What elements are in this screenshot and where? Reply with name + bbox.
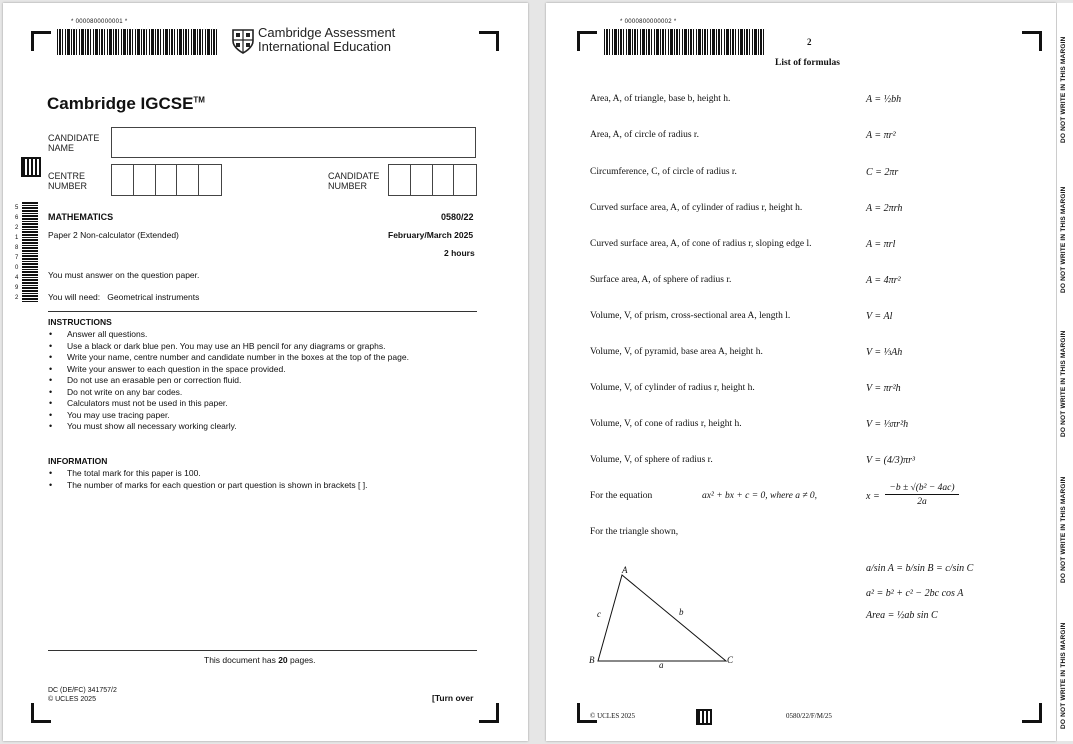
- formula-expression: V = ⅓πr²h: [866, 419, 909, 430]
- vertex-b: B: [589, 655, 595, 665]
- crop-mark: [31, 703, 51, 723]
- side-barcode: [22, 202, 38, 302]
- cosine-rule: a² = b² + c² − 2bc cos A: [866, 588, 964, 599]
- formula-description: Volume, V, of prism, cross-sectional area A, length l.: [590, 311, 791, 321]
- you-will-need: You will need: Geometrical instruments: [48, 292, 200, 302]
- vertex-a: A: [622, 565, 628, 575]
- centre-number-label: CENTRE NUMBER: [48, 171, 88, 191]
- triangle-label: For the triangle shown,: [590, 527, 679, 537]
- candidate-name-label: CANDIDATE NAME: [48, 133, 100, 153]
- list-item: • You may use tracing paper.: [48, 410, 409, 422]
- footer-code: 0580/22/F/M/25: [786, 712, 832, 720]
- formula-description: Area, A, of triangle, base b, height h.: [590, 94, 731, 104]
- quadratic-equation: ax² + bx + c = 0, where a ≠ 0,: [702, 491, 818, 501]
- turn-over: [Turn over: [432, 693, 474, 703]
- list-item: • Answer all questions.: [48, 329, 409, 341]
- formula-description: Curved surface area, A, of cylinder of radius r, height h.: [590, 203, 803, 213]
- formula-page: [546, 3, 1056, 741]
- margin-note: DO NOT WRITE IN THIS MARGIN: [1060, 36, 1067, 143]
- formula-expression: V = Al: [866, 311, 893, 322]
- formula-description: Volume, V, of cone of radius r, height h.: [590, 419, 742, 429]
- formula-description: Volume, V, of sphere of radius r.: [590, 455, 713, 465]
- divider: [48, 650, 477, 651]
- barcode-number: * 0000800000002 *: [620, 19, 677, 25]
- formula-expression: C = 2πr: [866, 167, 899, 178]
- qr-code: [696, 709, 712, 725]
- candidate-name-field[interactable]: [111, 127, 476, 158]
- formula-description: Circumference, C, of circle of radius r.: [590, 167, 737, 177]
- crop-mark: [577, 31, 597, 51]
- sine-rule: a/sin A = b/sin B = c/sin C: [866, 563, 974, 574]
- formula-expression: V = πr²h: [866, 383, 901, 394]
- crop-mark: [1022, 31, 1042, 51]
- formula-description: Volume, V, of cylinder of radius r, height h.: [590, 383, 755, 393]
- barcode: [57, 29, 217, 55]
- copyright: © UCLES 2025: [590, 712, 635, 720]
- triangle-diagram: [586, 565, 736, 673]
- list-item: • Calculators must not be used in this paper.: [48, 398, 409, 410]
- side-barcode-digits: 5621870492: [15, 205, 19, 301]
- subject: MATHEMATICS: [48, 212, 114, 222]
- footer-left: DC (DE/FC) 341757/2 © UCLES 2025: [48, 687, 117, 703]
- side-a: a: [659, 660, 664, 670]
- list-item: • The number of marks for each question or part question is shown in brackets [ ].: [48, 480, 367, 492]
- instructions-list: [48, 329, 409, 433]
- barcode: [604, 29, 764, 55]
- qr-code: [21, 157, 41, 177]
- candidate-number-field[interactable]: [388, 164, 477, 196]
- side-c: c: [597, 609, 601, 619]
- must-answer-note: You must answer on the question paper.: [48, 270, 200, 280]
- formula-description: Area, A, of circle of radius r.: [590, 130, 699, 140]
- cambridge-crest-icon: [231, 28, 255, 54]
- formula-expression: A = πr²: [866, 130, 896, 141]
- margin-note: DO NOT WRITE IN THIS MARGIN: [1060, 476, 1067, 583]
- list-item: • Do not use an erasable pen or correction fluid.: [48, 375, 409, 387]
- trademark: TM: [193, 95, 205, 105]
- crop-mark: [31, 31, 51, 51]
- syllabus-code: 0580/22: [441, 212, 474, 222]
- instructions-heading: INSTRUCTIONS: [48, 317, 112, 327]
- list-item: • Use a black or dark blue pen. You may use an HB pencil for any diagrams or graphs.: [48, 341, 409, 353]
- quadratic-numerator: −b ± √(b² − 4ac): [885, 483, 959, 495]
- session: February/March 2025: [388, 230, 474, 240]
- page-heading: List of formulas: [775, 58, 840, 68]
- side-b: b: [679, 607, 684, 617]
- page-count-note: This document has 20 pages.: [204, 655, 316, 665]
- list-item: • You must show all necessary working clearly.: [48, 421, 409, 433]
- quadratic-denominator: 2a: [917, 497, 927, 507]
- area-rule: Area = ½ab sin C: [866, 610, 938, 621]
- formula-expression: V = ⅓Ah: [866, 347, 903, 358]
- margin-note: DO NOT WRITE IN THIS MARGIN: [1060, 622, 1067, 729]
- quadratic-lhs: x =: [866, 491, 880, 502]
- crop-mark: [479, 31, 499, 51]
- formula-expression: A = 4πr²: [866, 275, 901, 286]
- logo-line-2: International Education: [258, 39, 391, 54]
- crop-mark: [1022, 703, 1042, 723]
- centre-number-field[interactable]: [111, 164, 222, 196]
- qualification-title: Cambridge IGCSE™: [47, 94, 205, 113]
- information-list: [48, 468, 367, 491]
- formula-expression: A = ½bh: [866, 94, 902, 105]
- candidate-number-label: CANDIDATE NUMBER: [328, 171, 380, 191]
- divider: [48, 311, 477, 312]
- formula-expression: V = (4/3)πr³: [866, 455, 916, 466]
- barcode-number: * 0000800000001 *: [71, 19, 128, 25]
- crop-mark: [479, 703, 499, 723]
- formula-expression: A = 2πrh: [866, 203, 903, 214]
- page-number: 2: [807, 37, 812, 47]
- formula-description: Surface area, A, of sphere of radius r.: [590, 275, 732, 285]
- list-item: • Write your name, centre number and candidate number in the boxes at the top of the page.: [48, 352, 409, 364]
- information-heading: INFORMATION: [48, 456, 108, 466]
- formula-description: Volume, V, of pyramid, base area A, height h.: [590, 347, 763, 357]
- exam-cover-page: [3, 3, 528, 741]
- formula-expression: A = πrl: [866, 239, 896, 250]
- list-item: • Do not write on any bar codes.: [48, 387, 409, 399]
- vertex-c: C: [727, 655, 734, 665]
- logo-line-1: Cambridge Assessment: [258, 25, 396, 40]
- list-item: • The total mark for this paper is 100.: [48, 468, 367, 480]
- formula-description: Curved surface area, A, of cone of radius r, sloping edge l.: [590, 239, 812, 249]
- quadratic-label: For the equation: [590, 491, 653, 501]
- margin-note: DO NOT WRITE IN THIS MARGIN: [1060, 186, 1067, 293]
- list-item: • Write your answer to each question in the space provided.: [48, 364, 409, 376]
- margin-strip: [1057, 3, 1073, 741]
- paper-title: Paper 2 Non-calculator (Extended): [48, 230, 179, 240]
- margin-note: DO NOT WRITE IN THIS MARGIN: [1060, 330, 1067, 437]
- duration: 2 hours: [444, 248, 475, 258]
